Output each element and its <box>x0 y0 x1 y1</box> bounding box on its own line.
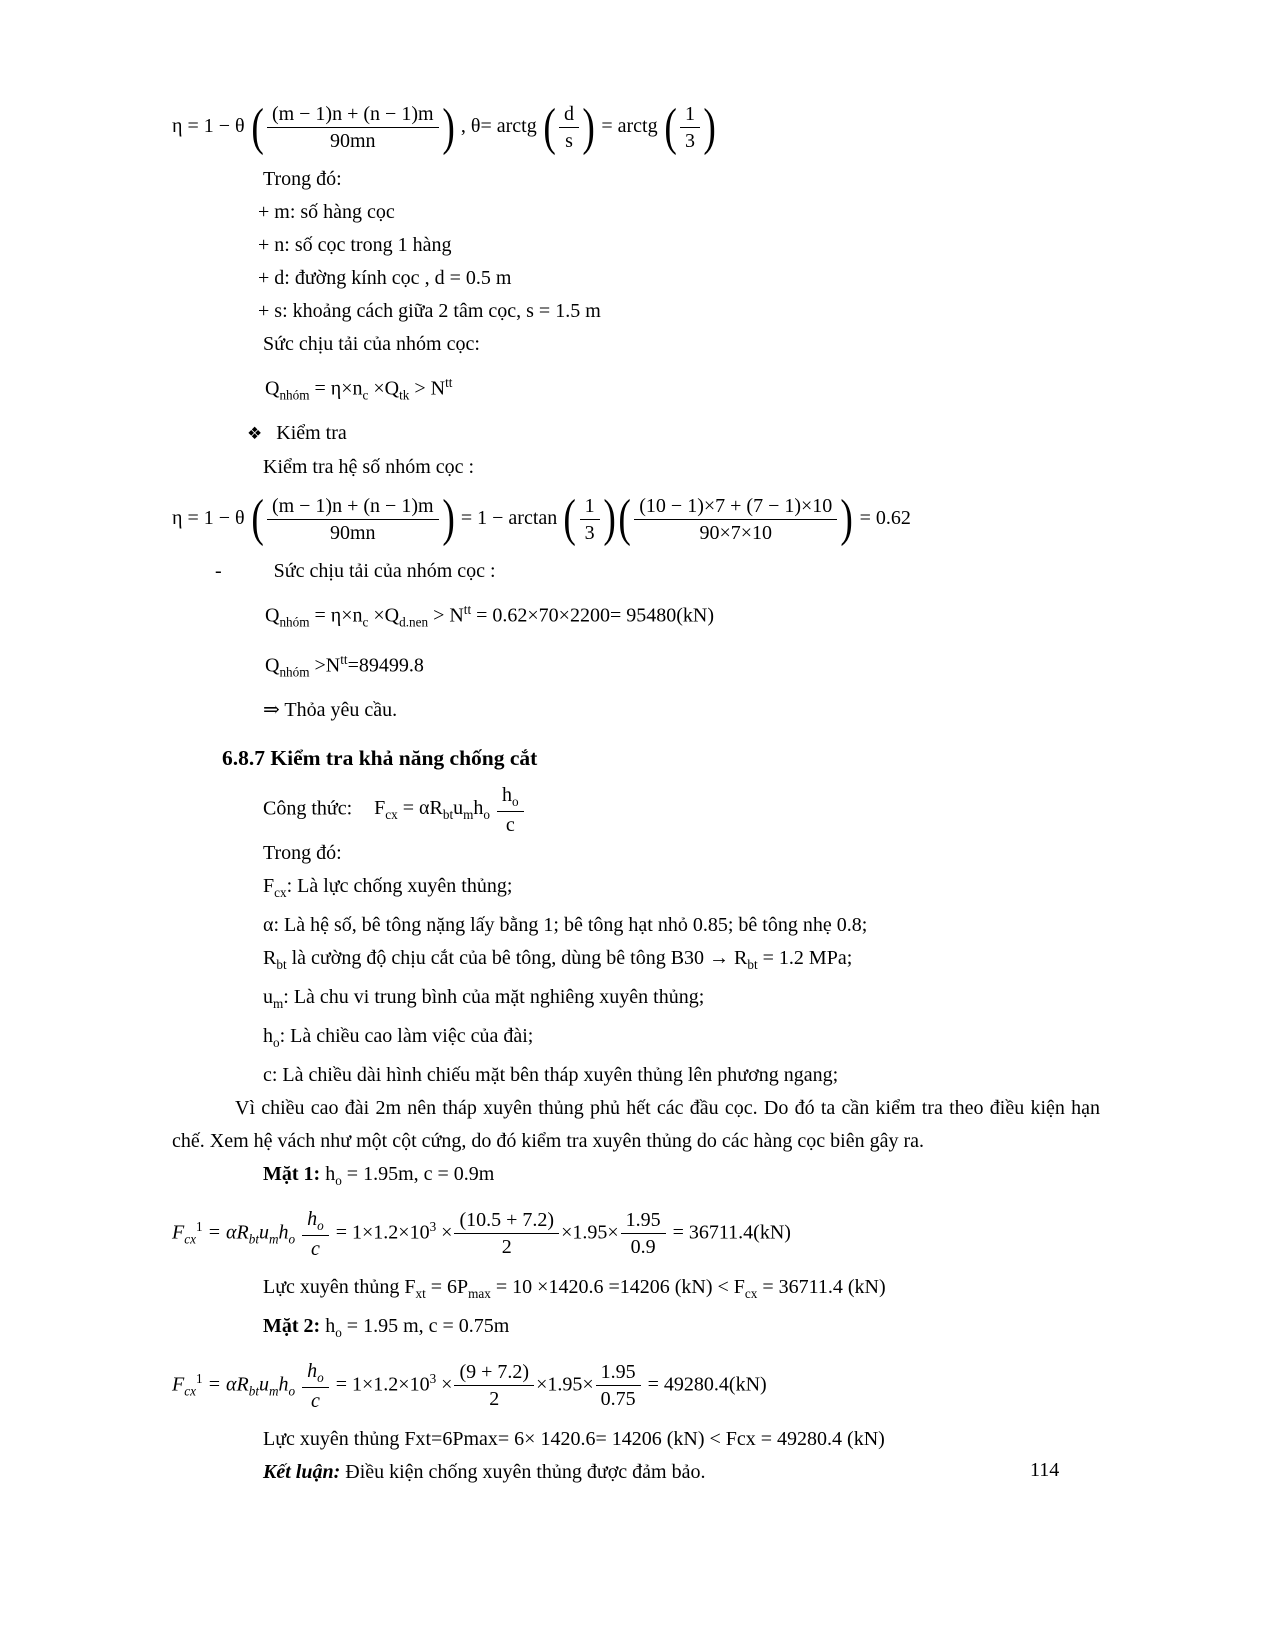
formula-subscript: nhóm <box>279 664 310 680</box>
definition-fcx <box>263 870 1100 909</box>
formula-superscript: 1 <box>195 1370 203 1386</box>
formula-fcx-face-2 <box>172 1359 1100 1413</box>
definition-c <box>263 1059 1100 1092</box>
fraction-numerator: 1.95 <box>600 1361 636 1384</box>
static-text: Thỏa yêu cầu. <box>279 698 398 721</box>
formula-text: η = 1 − θ <box>172 115 245 138</box>
formula-result: = 0.62 <box>859 506 911 529</box>
definition-ho <box>263 1020 1100 1059</box>
fraction-numerator: d <box>564 103 575 125</box>
formula-superscript: tt <box>463 601 472 617</box>
left-paren: ( <box>664 98 677 156</box>
formula-subscript: o <box>288 1231 296 1247</box>
static-text: + s: khoảng cách giữa 2 tâm cọc, s = 1.5 m <box>258 300 601 322</box>
formula-subscript: cx <box>385 807 398 823</box>
formula-text: > N <box>428 604 464 627</box>
formula-subscript: nhóm <box>279 387 310 403</box>
term-subscript: o <box>273 1034 280 1050</box>
formula-text: h <box>501 783 512 806</box>
left-paren: ( <box>543 98 556 156</box>
formula-text: Q <box>265 654 280 677</box>
face-label: Mặt 1: <box>263 1162 321 1185</box>
body-paragraph <box>172 1092 1100 1158</box>
fraction <box>265 102 441 153</box>
term: F <box>263 874 275 897</box>
fraction <box>632 494 839 545</box>
formula-text: = αR <box>202 1373 249 1396</box>
fraction-numerator: (m − 1)n + (n − 1)m <box>271 494 434 517</box>
formula-fcx-definition-line <box>263 783 1100 837</box>
formula-text: = 1.95m, c = 0.9m <box>341 1162 495 1185</box>
diamond-bullet-icon: ❖ <box>247 423 263 444</box>
formula-text: = 10 ×1420.6 =14206 (kN) < F <box>490 1275 745 1298</box>
fraction <box>300 1359 331 1413</box>
formula-text: h <box>320 1162 336 1185</box>
formula-subscript: bt <box>442 807 454 823</box>
term: R <box>263 946 277 969</box>
formula-text: h <box>278 1221 289 1244</box>
fraction-numerator <box>302 1359 329 1387</box>
formula-text: = 1×1.2×10 <box>330 1221 430 1244</box>
fraction-denominator: 0.9 <box>621 1233 666 1259</box>
fraction-denominator: 3 <box>580 519 600 545</box>
formula-q-comparison <box>265 643 1100 689</box>
heading-text: 6.8.7 Kiểm tra khả năng chống cắt <box>222 745 538 770</box>
right-paren: ) <box>603 490 616 548</box>
page-number: 114 <box>1030 1459 1060 1481</box>
fraction <box>265 494 441 545</box>
definition-item <box>258 196 1100 229</box>
fraction-denominator: c <box>302 1235 329 1261</box>
fraction-denominator: 2 <box>454 1385 534 1411</box>
formula-subscript: cx <box>184 1231 196 1247</box>
formula-text: F <box>172 1373 185 1396</box>
formula-text: ×Q <box>368 604 400 627</box>
face-label: Mặt 2: <box>263 1314 321 1337</box>
static-text: Trong đó: <box>263 168 342 190</box>
definition-um <box>263 981 1100 1020</box>
formula-superscript: 1 <box>195 1218 203 1234</box>
formula-text: = 6P <box>425 1275 469 1298</box>
fraction-denominator: 0.75 <box>596 1385 641 1411</box>
formula-text: Lực xuyên thủng F <box>263 1275 416 1298</box>
formula-text: = αR <box>397 797 443 820</box>
definition-text: : Là chiều cao làm việc của đài; <box>279 1024 534 1047</box>
fraction-denominator: s <box>559 127 579 153</box>
formula-fcx-definition <box>374 783 525 836</box>
static-text: Kiểm tra hệ số nhóm cọc : <box>263 455 475 478</box>
formula-superscript: tt <box>340 652 348 668</box>
formula-text: = 1×1.2×10 <box>330 1373 430 1396</box>
term: h <box>263 1024 273 1047</box>
fraction <box>452 1208 561 1259</box>
definition-alpha <box>263 909 1100 942</box>
fraction <box>678 102 702 153</box>
formula-text: h <box>320 1314 336 1337</box>
formula-text: , θ= arctg <box>460 115 537 138</box>
formula-subscript: m <box>269 1383 279 1399</box>
right-paren: ) <box>441 490 455 548</box>
left-paren: ( <box>251 490 264 548</box>
formula-text: × <box>436 1373 453 1396</box>
definition-text: = 1.2 MPa; <box>757 946 853 969</box>
formula-subscript: bt <box>248 1231 260 1247</box>
definition-item <box>258 229 1100 262</box>
left-paren: ( <box>618 490 631 548</box>
conclusion-label: Kết luận: <box>263 1460 341 1483</box>
dash-bullet: - <box>215 559 222 582</box>
fraction <box>594 1360 643 1411</box>
definition-item <box>258 295 1100 328</box>
static-text: Công thức: <box>263 797 353 820</box>
formula-subscript: o <box>335 1324 342 1340</box>
fraction-denominator: 3 <box>680 127 700 153</box>
formula-text: h <box>473 797 484 820</box>
formula-text: u <box>259 1221 270 1244</box>
definition-text: α: Là hệ số, bê tông nặng lấy bằng 1; bê tông hạt nhỏ 0.85; bê tông nhẹ 0.8; <box>263 913 868 936</box>
formula-subscript: bt <box>248 1383 260 1399</box>
formula-subscript: o <box>317 1369 324 1385</box>
face-2-line <box>263 1310 1100 1349</box>
formula-subscript: d.nen <box>399 614 429 630</box>
fraction-numerator <box>302 1207 329 1235</box>
right-paren: ) <box>441 98 455 156</box>
formula-superscript: tt <box>445 375 453 390</box>
fraction-denominator: 90×7×10 <box>634 519 837 545</box>
formula-result: =89499.8 <box>347 654 424 677</box>
label-check-group-factor <box>263 451 1100 484</box>
bearing-capacity-dash-line <box>172 555 1100 588</box>
term-subscript: m <box>273 995 284 1011</box>
formula-subscript: xt <box>415 1285 426 1301</box>
formula-subscript: o <box>288 1383 296 1399</box>
fraction-denominator: 90mn <box>267 127 439 153</box>
formula-text: = arctg <box>601 115 658 138</box>
check-bullet-line <box>247 417 1100 451</box>
formula-result: = 36711.4(kN) <box>667 1221 791 1244</box>
paragraph-text: Vì chiều cao đài 2m nên tháp xuyên thủng phủ hết các đầu cọc. Do đó ta cần kiểm tra theo điều kiện hạn chế. Xem hệ vách như một cột cứng, do đó kiểm tra xuyên thủng do các hàng cọc biên gây ra. <box>172 1096 1100 1152</box>
formula-subscript: o <box>511 793 519 809</box>
conclusion-satisfied <box>263 694 1100 727</box>
right-paren: ) <box>703 98 716 156</box>
fraction-numerator: (9 + 7.2) <box>459 1361 530 1384</box>
formula-text: = η×n <box>309 377 363 400</box>
fraction-numerator <box>497 783 524 811</box>
formula-text: u <box>259 1373 270 1396</box>
formula-superscript: 3 <box>429 1370 437 1386</box>
definition-text: : Là lực chống xuyên thủng; <box>286 874 513 897</box>
formula-q-group-capacity <box>265 366 1100 412</box>
label-trong-do <box>263 163 1100 196</box>
term-subscript: bt <box>747 956 758 972</box>
formula-subscript: c <box>362 387 369 403</box>
formula-subscript: cx <box>744 1285 758 1301</box>
fraction-numerator: (m − 1)n + (n − 1)m <box>271 103 434 125</box>
formula-text: h <box>307 1359 318 1382</box>
static-text: + n: số cọc trong 1 hàng <box>258 234 452 256</box>
static-text: + m: số hàng cọc <box>258 201 395 223</box>
fraction-numerator: 1.95 <box>625 1209 661 1232</box>
static-text: Sức chịu tải của nhóm cọc : <box>273 559 496 582</box>
formula-subscript: cx <box>184 1383 196 1399</box>
fraction <box>557 102 581 153</box>
static-text: Kiểm tra <box>276 421 347 444</box>
formula-subscript: nhóm <box>279 614 310 630</box>
formula-text: × <box>436 1221 453 1244</box>
fraction-denominator: c <box>497 811 524 837</box>
fraction-numerator: 1 <box>584 494 595 517</box>
formula-q-group-result <box>265 593 1100 639</box>
formula-text: η = 1 − θ <box>172 506 245 529</box>
conclusion-line <box>263 1456 1100 1489</box>
fraction <box>578 494 602 545</box>
definition-text: là cường độ chịu cắt của bê tông, dùng bê tông B30 → R <box>286 946 748 969</box>
definition-item <box>258 262 1100 295</box>
formula-text: h <box>307 1207 318 1230</box>
right-paren: ) <box>840 490 854 548</box>
formula-text: F <box>172 1221 185 1244</box>
conclusion-text: Điều kiện chống xuyên thủng được đảm bảo. <box>340 1460 706 1483</box>
section-heading-687 <box>222 741 1100 775</box>
formula-subscript: m <box>463 807 474 823</box>
fraction-numerator: (10.5 + 7.2) <box>459 1209 555 1232</box>
term-subscript: cx <box>274 884 287 900</box>
definition-rbt <box>263 942 1100 981</box>
formula-eta-definition <box>172 98 1100 156</box>
formula-text: = 1 − arctan <box>460 506 558 529</box>
definition-text: : Là chu vi trung bình của mặt nghiêng xuyên thủng; <box>283 985 705 1008</box>
definition-text: c: Là chiều dài hình chiếu mặt bên tháp xuyên thủng lên phương ngang; <box>263 1063 839 1086</box>
formula-text: = η×n <box>309 604 363 627</box>
formula-subscript: o <box>317 1217 324 1233</box>
fraction-denominator: 90mn <box>267 519 439 545</box>
formula-subscript: c <box>362 614 369 630</box>
fraction-numerator: (10 − 1)×7 + (7 − 1)×10 <box>639 494 833 517</box>
formula-subscript: o <box>483 807 490 823</box>
label-trong-do-2 <box>263 837 1100 870</box>
formula-text: Lực xuyên thủng Fxt=6Pmax= 6× 1420.6= 14206 (kN) < Fcx = 49280.4 (kN) <box>263 1427 885 1450</box>
static-text: Sức chịu tải của nhóm cọc: <box>263 333 480 355</box>
formula-subscript: tk <box>399 387 410 403</box>
fraction-numerator: 1 <box>684 103 695 125</box>
term: u <box>263 985 273 1008</box>
implies-arrow-icon: ⇒ <box>263 698 280 721</box>
face-1-line <box>263 1158 1100 1197</box>
formula-text: F <box>374 797 386 820</box>
formula-text: ×1.95× <box>536 1373 594 1396</box>
formula-subscript: o <box>335 1172 342 1188</box>
formula-subscript: max <box>468 1285 491 1301</box>
formula-text: >N <box>309 654 341 677</box>
right-paren: ) <box>582 98 595 156</box>
formula-result: = 49280.4(kN) <box>642 1373 767 1396</box>
formula-result: = 0.62×70×2200= 95480(kN) <box>471 604 715 627</box>
punching-force-line-1 <box>263 1271 1100 1310</box>
formula-text: = αR <box>202 1221 249 1244</box>
fraction-denominator: 2 <box>454 1233 559 1259</box>
formula-text: h <box>278 1373 289 1396</box>
formula-text: = 1.95 m, c = 0.75m <box>341 1314 510 1337</box>
formula-superscript: 3 <box>429 1218 437 1234</box>
formula-text: ×1.95× <box>561 1221 619 1244</box>
left-paren: ( <box>251 98 264 156</box>
formula-text: u <box>453 797 464 820</box>
fraction-denominator: c <box>302 1387 329 1413</box>
punching-force-line-2 <box>263 1423 1100 1456</box>
formula-subscript: m <box>269 1231 279 1247</box>
term-subscript: bt <box>276 956 287 972</box>
formula-fcx-face-1 <box>172 1207 1100 1261</box>
formula-eta-calculation <box>172 490 1100 548</box>
fraction <box>300 1207 331 1261</box>
formula-text: ×Q <box>368 377 400 400</box>
formula-text: Q <box>265 604 280 627</box>
fraction <box>452 1360 536 1411</box>
left-paren: ( <box>563 490 577 548</box>
formula-text: = 36711.4 (kN) <box>757 1275 886 1298</box>
formula-text: > N <box>409 377 446 400</box>
static-text: Trong đó: <box>263 841 342 864</box>
label-bearing-capacity <box>263 328 1100 361</box>
formula-text: Q <box>265 377 280 400</box>
fraction <box>619 1208 668 1259</box>
static-text: + d: đường kính cọc , d = 0.5 m <box>258 267 512 289</box>
fraction <box>495 783 526 837</box>
